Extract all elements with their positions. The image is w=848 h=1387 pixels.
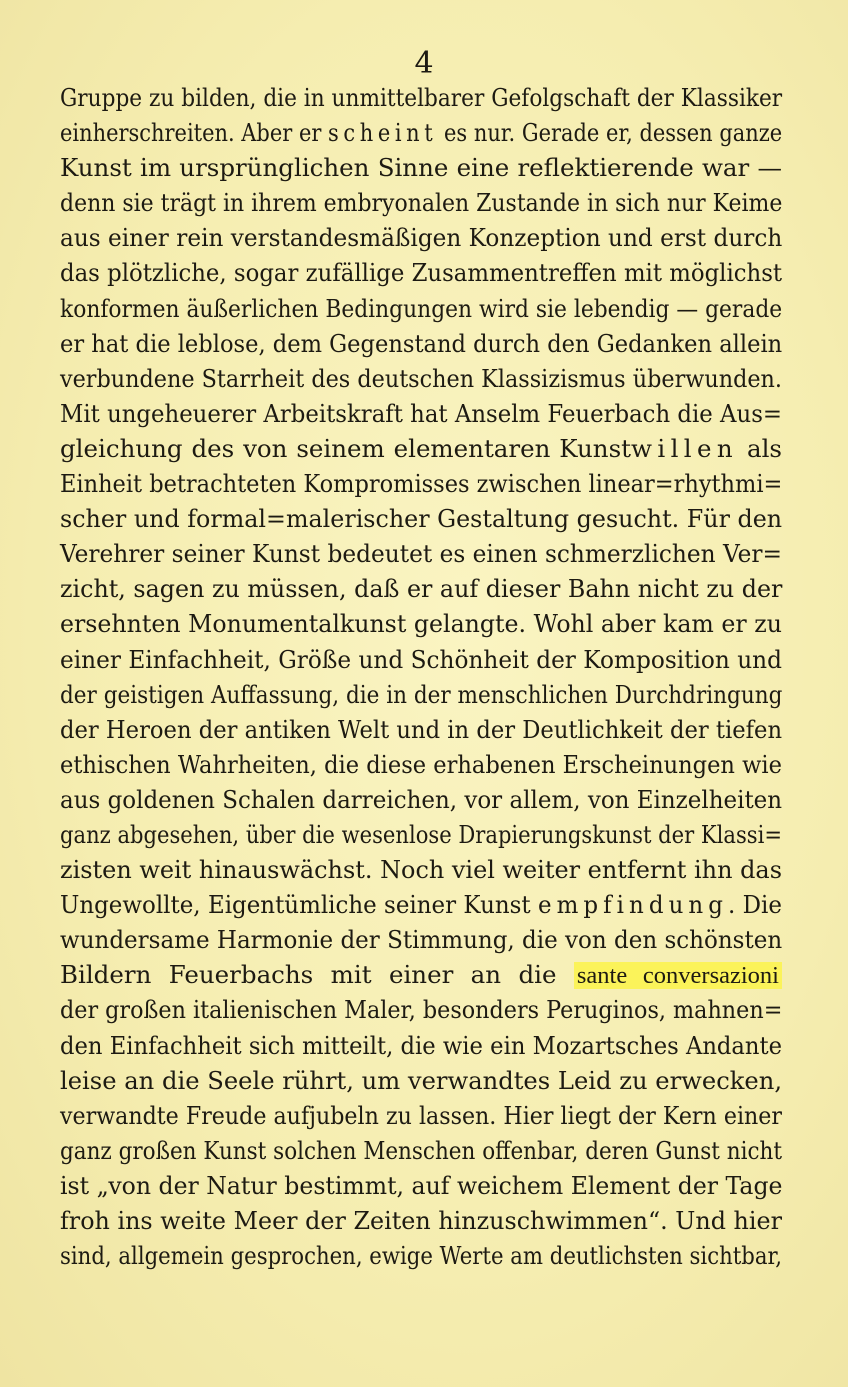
text-segment: aus einer rein verstandesmäßigen Konzeption und erst durch	[60, 223, 783, 253]
emphasized-word: scheint	[328, 118, 438, 148]
text-line	[60, 782, 782, 817]
text-segment: das plötzliche, sogar zufällige Zusammentreffen mit möglichst	[60, 258, 783, 288]
text-line	[60, 431, 782, 466]
text-segment: verwandte Freude aufjubeln zu lassen. Hier liegt der Kern einer	[60, 1100, 782, 1130]
text-line	[60, 255, 782, 290]
text-segment: Verehrer seiner Kunst bedeutet es einen schmerzlichen Ver=	[60, 539, 783, 569]
text-segment: wundersame Harmonie der Stimmung, die von den schönsten	[60, 925, 783, 955]
text-segment: den Einfachheit sich mitteilt, die wie ein Mozartsches Andante	[60, 1030, 783, 1060]
text-line	[60, 185, 782, 220]
text-segment: ganz abgesehen, über die wesenlose Drapierungskunst der Klassi=	[60, 819, 782, 849]
text-line	[60, 712, 782, 747]
text-segment: einer Einfachheit, Größe und Schönheit der Komposition und	[60, 644, 782, 674]
text-line	[60, 115, 782, 150]
text-line	[60, 922, 782, 957]
text-segment: sind, allgemein gesprochen, ewige Werte am deutlichsten sichtbar,	[60, 1241, 783, 1271]
text-segment: ethischen Wahrheiten, die diese erhabenen Erscheinungen wie	[60, 749, 782, 779]
text-segment: einherschreiten. Aber er	[60, 118, 329, 148]
text-line	[60, 957, 782, 992]
text-segment: der großen italienischen Maler, besonders Peruginos, mahnen=	[60, 995, 783, 1025]
text-segment: er hat die leblose, dem Gegenstand durch den Gedanken allein	[60, 328, 783, 358]
text-line	[60, 396, 782, 431]
text-line	[60, 747, 782, 782]
text-line	[60, 501, 782, 536]
text-line	[60, 1203, 782, 1238]
text-segment: scher und formal=malerischer Gestaltung gesucht. Für den	[60, 504, 783, 534]
text-segment: der geistigen Auffassung, die in der menschlichen Durchdringung	[60, 679, 783, 709]
text-segment: es nur. Gerade er, dessen ganze	[437, 118, 783, 148]
text-line	[60, 887, 782, 922]
text-line	[60, 677, 782, 712]
text-segment: Mit ungeheuerer Arbeitskraft hat Anselm Feuerbach die Aus=	[60, 398, 782, 428]
text-segment: Gruppe zu bilden, die in unmittelbarer Gefolgschaft der Klassiker	[60, 83, 783, 112]
text-line	[60, 571, 782, 606]
text-segment: ist „von der Natur bestimmt, auf weichem Element der Tage	[60, 1170, 783, 1200]
text-segment: Kunst im ursprünglichen Sinne eine reflektierende war —	[60, 153, 782, 183]
text-line	[60, 466, 782, 501]
text-segment: ganz großen Kunst solchen Menschen offenbar, deren Gunst nicht	[60, 1135, 783, 1165]
text-segment: konformen äußerlichen Bedingungen wird sie lebendig — gerade	[60, 293, 783, 323]
text-line	[60, 1238, 782, 1273]
text-line	[60, 361, 782, 396]
text-segment: zisten weit hinauswächst. Noch viel weiter entfernt ihn das	[60, 855, 783, 885]
text-segment: froh ins weite Meer der Zeiten hinzuschwimmen“. Und hier	[60, 1206, 782, 1235]
text-line	[60, 1098, 782, 1133]
text-line	[60, 1133, 782, 1168]
text-line	[60, 1028, 782, 1063]
text-segment: der Heroen der antiken Welt und in der Deutlichkeit der tiefen	[60, 714, 783, 744]
text-line	[60, 1063, 782, 1098]
page-number: 4	[414, 46, 434, 81]
text-line	[60, 291, 782, 326]
text-segment: gleichung des von seinem elementaren Kunst	[60, 433, 631, 463]
text-segment: leise an die Seele rührt, um verwandtes Leid zu erwecken,	[60, 1065, 783, 1095]
text-line	[60, 80, 782, 115]
text-segment: Einheit betrachteten Kompromisses zwischen linear=rhythmi=	[60, 469, 783, 499]
text-segment: Bildern Feuerbachs mit einer an die	[60, 960, 574, 990]
body-text	[60, 80, 782, 1273]
text-segment: . Die	[727, 890, 782, 920]
text-segment: denn sie trägt in ihrem embryonalen Zustande in sich nur Keime	[60, 188, 783, 218]
text-line	[60, 606, 782, 641]
text-line	[60, 817, 782, 852]
emphasized-word: empfindung	[537, 890, 728, 920]
text-line	[60, 220, 782, 255]
emphasized-word: willen	[631, 433, 739, 463]
highlighted-phrase: sante conversazioni	[574, 962, 782, 989]
text-line	[60, 852, 782, 887]
text-line	[60, 536, 782, 571]
text-line	[60, 992, 782, 1027]
text-line	[60, 642, 782, 677]
text-line	[60, 150, 782, 185]
text-segment: aus goldenen Schalen darreichen, vor allem, von Einzelheiten	[60, 784, 783, 814]
text-segment: als	[738, 433, 782, 463]
text-line	[60, 1168, 782, 1203]
text-segment: verbundene Starrheit des deutschen Klassizismus überwunden.	[60, 363, 783, 393]
text-segment: zicht, sagen zu müssen, daß er auf dieser Bahn nicht zu der	[60, 574, 783, 604]
text-line	[60, 326, 782, 361]
text-segment: ersehnten Monumentalkunst gelangte. Wohl aber kam er zu	[60, 609, 782, 639]
text-segment: Ungewollte, Eigentümliche seiner Kunst	[60, 890, 538, 920]
